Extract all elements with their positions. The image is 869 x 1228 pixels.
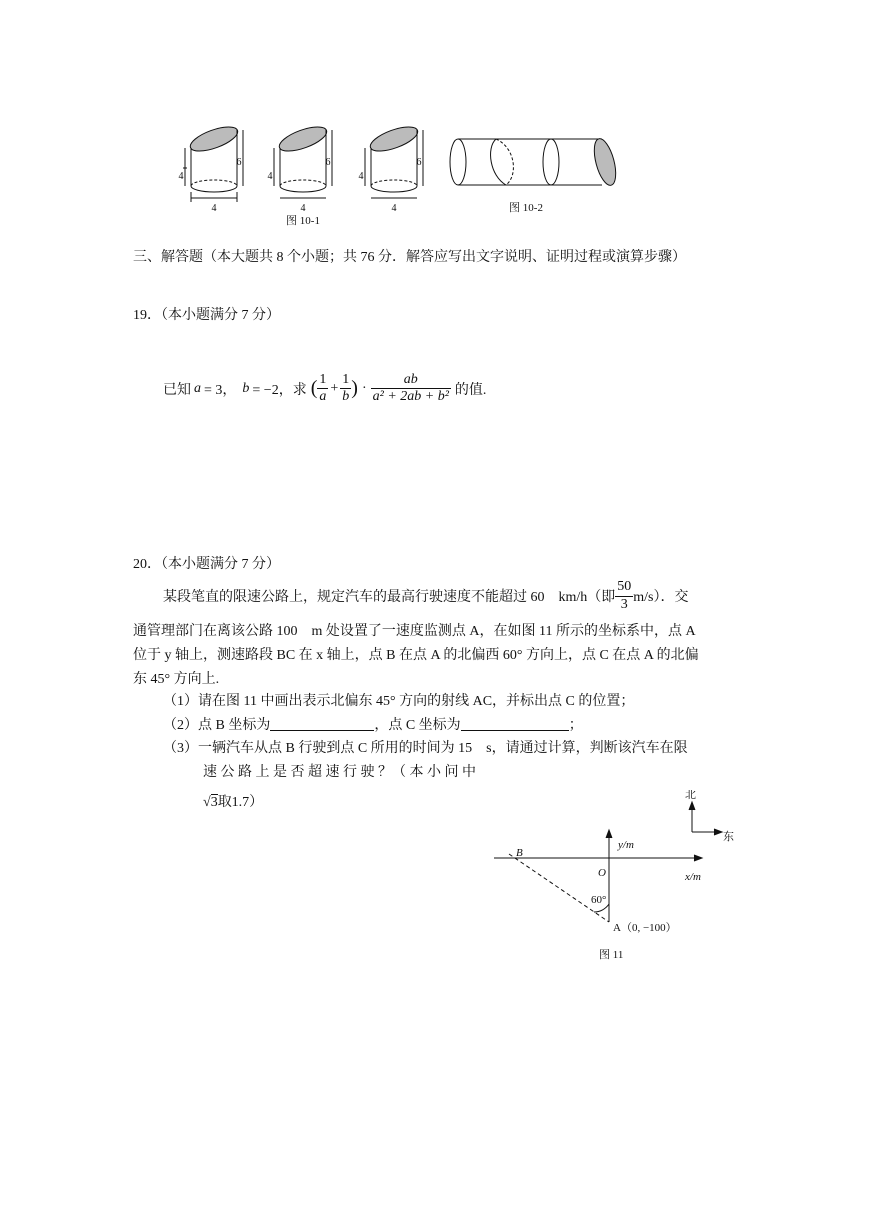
q20-header: 20．（本小题满分 7 分） <box>133 557 280 572</box>
q20-line-2: 通管理部门在离该公路 100 m 处设置了一速度监测点 A，在如图 11 所示的坐标系中，点 A <box>133 624 696 639</box>
point-b-label: B <box>516 847 523 859</box>
point-c-answer-blank[interactable] <box>461 716 569 731</box>
cyl3-width-label: 4 <box>391 203 397 214</box>
q20-item-3-line-3: √3取1.7） <box>203 795 264 810</box>
cylinder-3 <box>365 122 423 198</box>
q19-given-prefix: 已知 <box>163 382 191 398</box>
q19-a-value: = 3， <box>204 382 237 398</box>
cyl2-tall-label: 6 <box>325 157 331 168</box>
cyl1-tall-label: 6 <box>236 157 242 168</box>
y-axis-label: y/m <box>618 839 634 851</box>
sqrt-symbol: √ <box>203 795 211 810</box>
point-a-label: A（0, −100） <box>613 922 677 934</box>
section-3-heading: 三、解答题（本大题共 8 个小题；共 76 分．解答应写出文字说明、证明过程或演算步骤） <box>133 250 686 265</box>
q20-item-3-line-1: （3）一辆汽车从点 B 行驶到点 C 所用的时间为 15 s，请通过计算，判断该汽车在限 <box>163 741 688 756</box>
cyl3-tall-label: 6 <box>416 157 422 168</box>
origin-label: O <box>598 867 606 879</box>
figure-11-caption: 图 11 <box>599 949 624 961</box>
q20-item-3-line-2: 速 公 路 上 是 否 超 速 行 驶 ？（ 本 小 问 中 <box>203 765 476 780</box>
segment-ab <box>509 854 609 922</box>
cylinder-horizontal <box>450 136 620 187</box>
q20-item-2: （2）点 B 坐标为 ，点 C 坐标为 ； <box>163 718 583 733</box>
cyl1-width-label: 4 <box>211 203 217 214</box>
q20-line-1: 某段笔直的限速公路上，规定汽车的最高行驶速度不能超过 60 km/h（即 $\frac{50}{3}$ m/s）．交 <box>163 579 689 612</box>
q20-line-3: 位于 y 轴上，测速路段 BC 在 x 轴上，点 B 在点 A 的北偏西 60° 方向上，点 C 在点 A 的北偏 <box>133 648 699 663</box>
q20-item-1: （1）请在图 11 中画出表示北偏东 45° 方向的射线 AC，并标出点 C 的位置； <box>163 694 635 709</box>
figure-10-1-caption: 图 10-1 <box>286 215 320 227</box>
figure-10 <box>170 118 640 230</box>
cyl2-width-label: 4 <box>300 203 306 214</box>
east-label: 东 <box>723 831 734 843</box>
cylinder-2 <box>274 122 332 198</box>
q19-header: 19．（本小题满分 7 分） <box>133 308 280 323</box>
q19-frac-2: $\frac{1}{b}$ <box>342 372 350 405</box>
cyl1-short-label: 4 <box>178 171 184 182</box>
q20-speed-frac: $\frac{50}{3}$ <box>617 579 632 612</box>
q19-frac-3: $\frac{ab}{\text{a² + 2ab + b²}}$ <box>372 372 449 405</box>
angle-label: 60° <box>591 894 607 906</box>
q19-b-var: b <box>242 380 250 396</box>
q19-frac-1: $\frac{1}{a}$ <box>319 372 327 405</box>
point-b-answer-blank[interactable] <box>270 716 374 731</box>
q20-body <box>133 620 743 692</box>
figure-10-2-caption: 图 10-2 <box>509 202 543 214</box>
q19-a-var: a <box>194 380 201 396</box>
figure-11 <box>480 790 750 970</box>
x-axis-label: x/m <box>685 871 701 883</box>
q19-expression: 已知 a = 3， b = −2，求 ( $\frac{1}{a}$ + $\frac{1}{b}$ ) · $\frac{ab}{\text{a² + 2ab + b²}}$ 的值. <box>163 372 487 405</box>
compass-icon <box>689 802 722 835</box>
north-label: 北 <box>685 790 696 801</box>
q20-line-4: 东 45° 方向上. <box>133 672 220 687</box>
cyl2-short-label: 4 <box>267 171 273 182</box>
q19-b-value: = −2，求 <box>252 382 307 398</box>
q19-suffix: 的值. <box>454 382 487 398</box>
cylinder-1 <box>183 122 243 202</box>
cyl3-short-label: 4 <box>358 171 364 182</box>
